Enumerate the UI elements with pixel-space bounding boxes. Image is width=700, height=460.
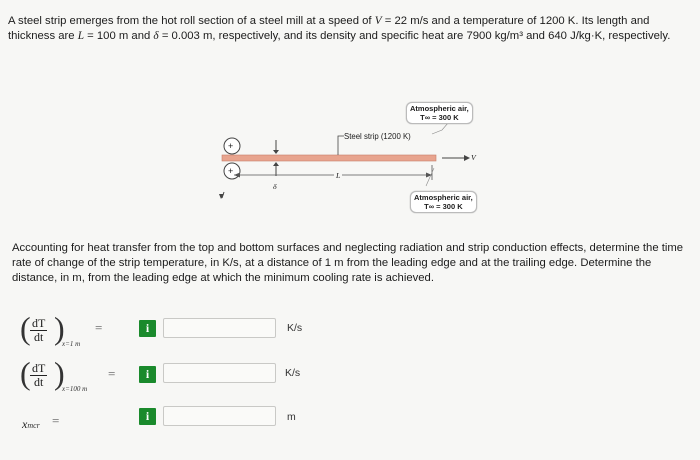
intro-line-3: respectively. [608,30,671,42]
xmcr-label [22,415,40,433]
intro-line-2: thickness are [8,30,75,42]
unit-label: K/s [285,367,301,379]
length-variable: L [77,30,84,42]
top-air-temperature: T∞ = 300 K [420,113,459,122]
speed-variable: V [374,15,382,27]
info-button[interactable]: i [139,320,156,337]
length-label: L [336,171,341,180]
right-paren: ) [54,355,65,391]
distance-input[interactable] [163,406,276,426]
problem-intro [8,14,692,44]
derivative-fraction [30,317,47,344]
steel-strip-diagram [210,98,500,223]
fraction-numerator: dT [32,361,46,375]
equals-sign: = [52,413,60,428]
bottom-air-callout [410,191,477,213]
steel-strip [222,155,436,161]
left-paren: ( [20,310,31,346]
info-button[interactable]: i [139,366,156,383]
x-variable: x [22,417,28,431]
velocity-label: V [471,153,476,162]
speed-value: = 22 m/s and a temperature of 1200 K. Its length and [384,15,650,27]
unit-label: K/s [287,322,303,334]
equals-sign: = [95,320,103,335]
unit-label: m [287,411,296,423]
bottom-air-temperature: T∞ = 300 K [424,202,463,211]
rate-x100-input[interactable] [163,363,276,383]
thickness-variable: δ [153,30,159,42]
position-subscript: x=100 m [62,385,88,393]
bottom-roller-symbol: + [228,166,234,176]
question-text: Accounting for heat transfer from the top and bottom surfaces and neglecting radiation and strip conduction effects, determine the time rate of change of the strip temperature, in K/s, at a distance of 1 m from the leading edge and at the trailing edge. Determine the distance, in m, from the leading edge at which the minimum cooling rate is achieved. [12,242,684,284]
thickness-density-specific-heat: = 0.003 m, respectively, and its density and specific heat are 7900 kg/m³ and 640 J/kg·K, [161,30,606,42]
length-value: = 100 m and [87,30,151,42]
mcr-subscript: mcr [27,421,40,430]
fraction-denominator: dt [34,330,44,344]
position-subscript: x=1 m [62,340,81,348]
left-paren: ( [20,355,31,391]
thickness-label: δ [273,182,277,191]
info-button[interactable]: i [139,408,156,425]
intro-line-1: A steel strip emerges from the hot roll section of a steel mill at a speed of [8,15,372,27]
rate-x1-input[interactable] [163,318,276,338]
right-paren: ) [54,310,65,346]
equals-sign: = [108,366,116,381]
fraction-denominator: dt [34,375,44,389]
top-roller-symbol: + [228,141,234,151]
derivative-fraction [30,362,47,389]
bottom-air-label: Atmospheric air, [414,193,473,202]
rate-label-x1 [20,310,130,350]
strip-label: Steel strip (1200 K) [344,132,411,141]
top-air-label: Atmospheric air, [410,104,469,113]
fraction-numerator: dT [32,316,46,330]
top-air-callout [406,102,473,124]
